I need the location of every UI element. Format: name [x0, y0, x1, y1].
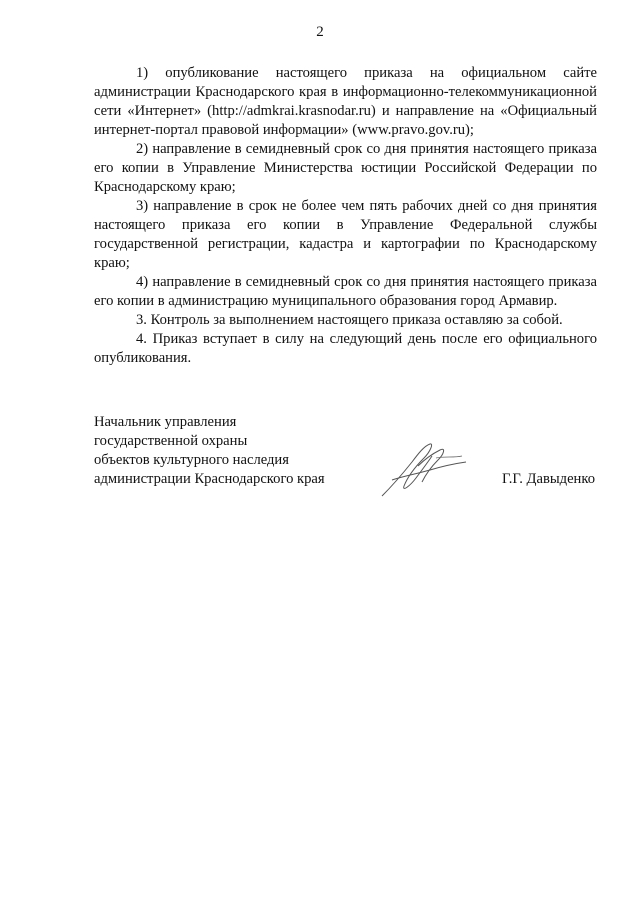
document-body — [94, 64, 597, 368]
paragraph-control: 3. Контроль за выполнением настоящего приказа оставляю за собой. — [136, 312, 563, 328]
paragraph-entry-into-force: 4. Приказ вступает в силу на следующий день после его официального опубликования. — [94, 331, 597, 366]
signer-title-line: Начальник управления — [94, 414, 237, 430]
signer-title-line: объектов культурного наследия — [94, 452, 289, 468]
signature-block — [94, 413, 597, 489]
signer-title-line: администрации Краснодарского края — [94, 471, 325, 487]
handwritten-signature — [374, 436, 474, 501]
paragraph-ministry-of-justice: 2) направление в семидневный срок со дня принятия настоящего приказа его копии в Управление Министерства юстиции Российской Федерации по Краснодарскому краю; — [94, 141, 597, 195]
page-number: 2 — [316, 24, 324, 40]
signer-title-line: государственной охраны — [94, 433, 248, 449]
paragraph-registration-service: 3) направление в срок не более чем пять рабочих дней со дня принятия настоящего приказа его копии в Управление Федеральной службы государственной регистрации, кадастра и картографии по Краснодарскому краю; — [94, 198, 597, 271]
signer-name: Г.Г. Давыденко — [501, 471, 595, 487]
paragraph-armavir-administration: 4) направление в семидневный срок со дня принятия настоящего приказа его копии в администрацию муниципального образования город Армавир. — [94, 274, 597, 309]
paragraph-publication: 1) опубликование настоящего приказа на официальном сайте администрации Краснодарского края в информационно-телекоммуникационной сети «Интернет» (http://admkrai.krasnodar.ru) и направление на «Официальный интернет-портал правовой информации» (www.pravo.gov.ru); — [94, 65, 597, 138]
